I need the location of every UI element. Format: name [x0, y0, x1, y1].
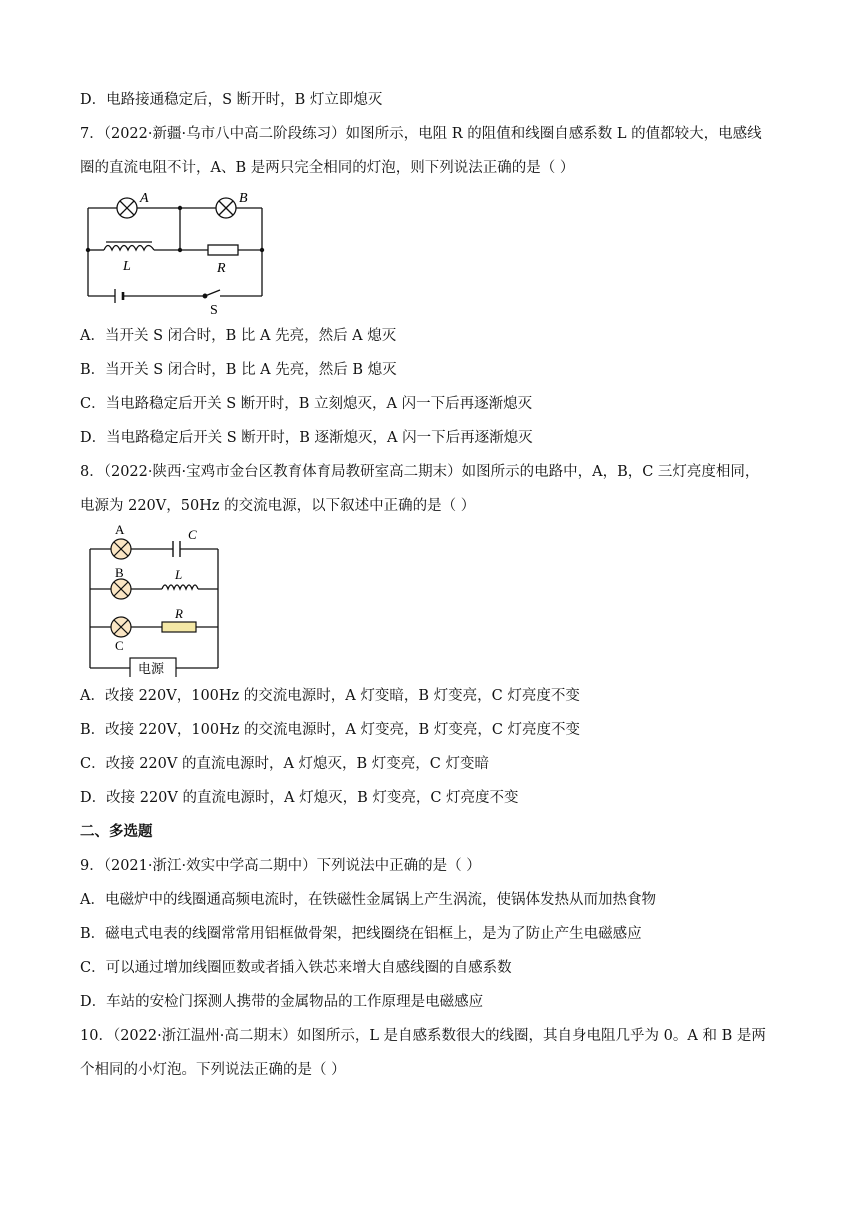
resistor-symbol: [162, 622, 196, 632]
lamp-b-label: B: [115, 565, 124, 580]
inductor-symbol: [162, 585, 198, 589]
q9-option-d: D．车站的安检门探测人携带的金属物品的工作原理是电磁感应: [80, 994, 484, 1010]
capacitor-label: C: [188, 527, 197, 542]
power-source-label: 电源: [138, 661, 165, 676]
q7-circuit-diagram: [80, 186, 280, 316]
q7-stem-line1: 7．（2022·新疆·乌市八中高二阶段练习）如图所示，电阻 R 的阻值和线圈自感系数 L 的值都较大，电感线: [80, 126, 762, 142]
q7-option-c: C．当电路稳定后开关 S 断开时，B 立刻熄灭，A 闪一下后再逐渐熄灭: [80, 396, 533, 412]
q7-stem-line2: 圈的直流电阻不计，A、B 是两只完全相同的灯泡，则下列说法正确的是（ ）: [80, 160, 575, 176]
q8-option-d: D．改接 220V 的直流电源时，A 灯熄灭，B 灯变亮，C 灯亮度不变: [80, 790, 519, 806]
q6-option-d: D．电路接通稳定后，S 断开时，B 灯立即熄灭: [80, 92, 383, 108]
q7-option-a: A．当开关 S 闭合时，B 比 A 先亮，然后 A 熄灭: [80, 328, 397, 344]
lamp-a-symbol: [111, 539, 131, 559]
lamp-b-symbol: [216, 198, 236, 218]
resistor-label: R: [175, 606, 183, 621]
inductor-symbol: [104, 242, 154, 250]
q8-circuit-diagram: [80, 522, 230, 677]
lamp-a-label: A: [115, 522, 125, 537]
lamp-b-symbol: [111, 579, 131, 599]
q8-stem-line1: 8．（2022·陕西·宝鸡市金台区教育体育局教研室高二期末）如图所示的电路中，A，B，C 三灯亮度相同，: [80, 464, 760, 480]
q8-option-a: A．改接 220V，100Hz 的交流电源时，A 灯变暗，B 灯变亮，C 灯亮度不变: [80, 688, 580, 704]
resistor-label: R: [217, 261, 226, 276]
section-heading-multiple-choice: 二、多选题: [80, 823, 153, 840]
q9-option-b: B．磁电式电表的线圈常常用铝框做骨架，把线圈绕在铝框上，是为了防止产生电磁感应: [80, 926, 642, 942]
lamp-b-label: B: [239, 191, 248, 206]
resistor-symbol: [208, 245, 238, 255]
q8-option-b: B．改接 220V，100Hz 的交流电源时，A 灯变亮，B 灯变亮，C 灯亮度不变: [80, 722, 581, 738]
switch-symbol: [203, 290, 220, 298]
switch-label: S: [210, 303, 218, 316]
lamp-a-symbol: [117, 198, 137, 218]
lamp-c-label: C: [115, 638, 124, 653]
inductor-label: L: [175, 567, 183, 582]
inductor-label: L: [123, 259, 131, 274]
q10-stem-line2: 个相同的小灯泡。下列说法正确的是（ ）: [80, 1062, 346, 1078]
lamp-c-symbol: [111, 617, 131, 637]
q7-option-d: D．当电路稳定后开关 S 断开时，B 逐渐熄灭，A 闪一下后再逐渐熄灭: [80, 430, 533, 446]
q8-option-c: C．改接 220V 的直流电源时，A 灯熄灭，B 灯变亮，C 灯变暗: [80, 756, 490, 772]
q9-option-c: C．可以通过增加线圈匝数或者插入铁芯来增大自感线圈的自感系数: [80, 960, 512, 976]
lamp-a-label: A: [140, 191, 149, 206]
q9-stem: 9．（2021·浙江·效实中学高二期中）下列说法中正确的是（ ）: [80, 858, 481, 874]
capacitor-symbol: [173, 541, 180, 557]
q7-option-b: B．当开关 S 闭合时，B 比 A 先亮，然后 B 熄灭: [80, 362, 397, 378]
q8-stem-line2: 电源为 220V，50Hz 的交流电源，以下叙述中正确的是（ ）: [80, 498, 476, 514]
q9-option-a: A．电磁炉中的线圈通高频电流时，在铁磁性金属锅上产生涡流，使锅体发热从而加热食物: [80, 892, 656, 908]
battery-symbol: [115, 289, 123, 303]
q10-stem-line1: 10．（2022·浙江温州·高二期末）如图所示，L 是自感系数很大的线圈，其自身电阻几乎为 0。A 和 B 是两: [80, 1028, 766, 1044]
